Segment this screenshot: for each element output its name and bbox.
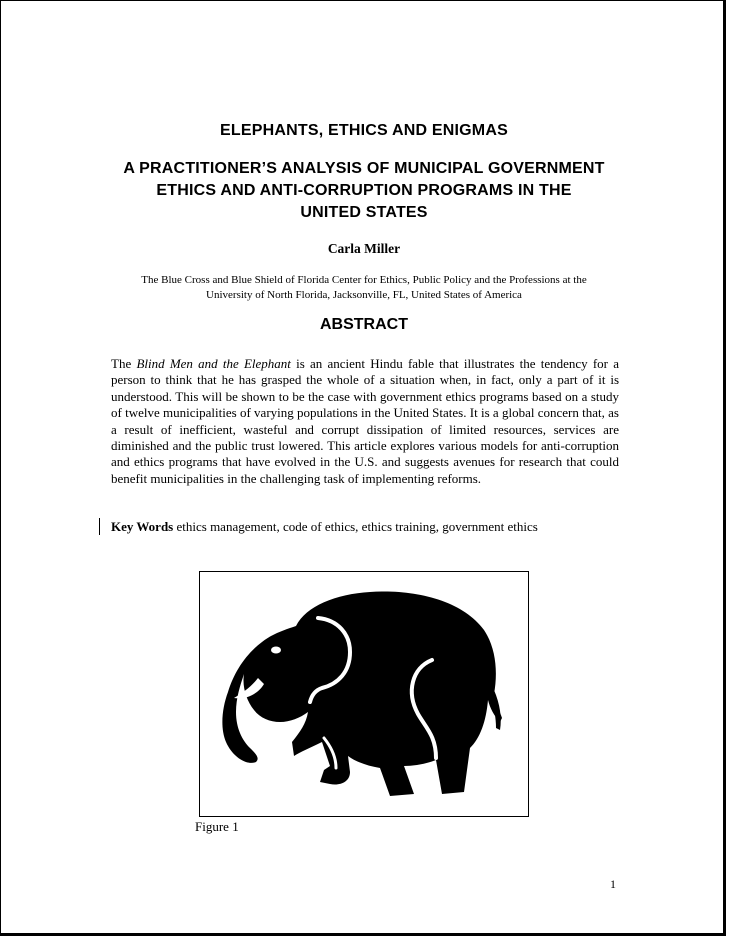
subtitle-line: ETHICS AND ANTI-CORRUPTION PROGRAMS IN THE	[156, 182, 572, 199]
figure-caption: Figure 1	[195, 819, 239, 834]
elephant-silhouette-icon	[200, 572, 528, 816]
keywords	[111, 519, 631, 535]
keywords-text: ethics management, code of ethics, ethics training, government ethics	[173, 519, 538, 534]
keywords-label: Key Words	[111, 519, 174, 534]
abstract-text: is an ancient Hindu fable that illustrates the tendency for a person to think that he has grasped the whole of a situation when, in fact, only a part of it is understood. This will be shown to be the case with government ethics programs based on a study of twelve municipalities of varying populations in the United States. It is a global concern that, as a result of inefficient, wasteful and corrupt dissipation of limited resources, services are diminished and the public trust lowered. This article explores various models for anti-corruption and ethics programs that have evolved in the U.S. and suggests avenues for research that could benefit municipalities in the challenging task of implementing reforms.	[111, 356, 619, 486]
abstract-body	[111, 356, 619, 487]
affiliation-line: The Blue Cross and Blue Shield of Florida Center for Ethics, Public Policy and the Professions at the	[141, 274, 587, 286]
subtitle-line: UNITED STATES	[300, 204, 428, 221]
text-cursor	[99, 518, 100, 535]
subtitle-line: A PRACTITIONER’S ANALYSIS OF MUNICIPAL GOVERNMENT	[123, 160, 605, 177]
author-name: Carla Miller	[327, 241, 401, 256]
affiliation-line: University of North Florida, Jacksonville, FL, United States of America	[206, 289, 522, 301]
abstract-italic-title: Blind Men and the Elephant	[136, 356, 291, 371]
page-number: 1	[610, 877, 616, 891]
paper-subtitle	[1, 158, 727, 224]
abstract-lead: The	[111, 356, 137, 371]
abstract-heading: ABSTRACT	[320, 316, 408, 333]
paper-title: ELEPHANTS, ETHICS AND ENIGMAS	[220, 122, 508, 139]
figure-frame	[199, 571, 529, 817]
author-affiliation	[111, 273, 617, 303]
